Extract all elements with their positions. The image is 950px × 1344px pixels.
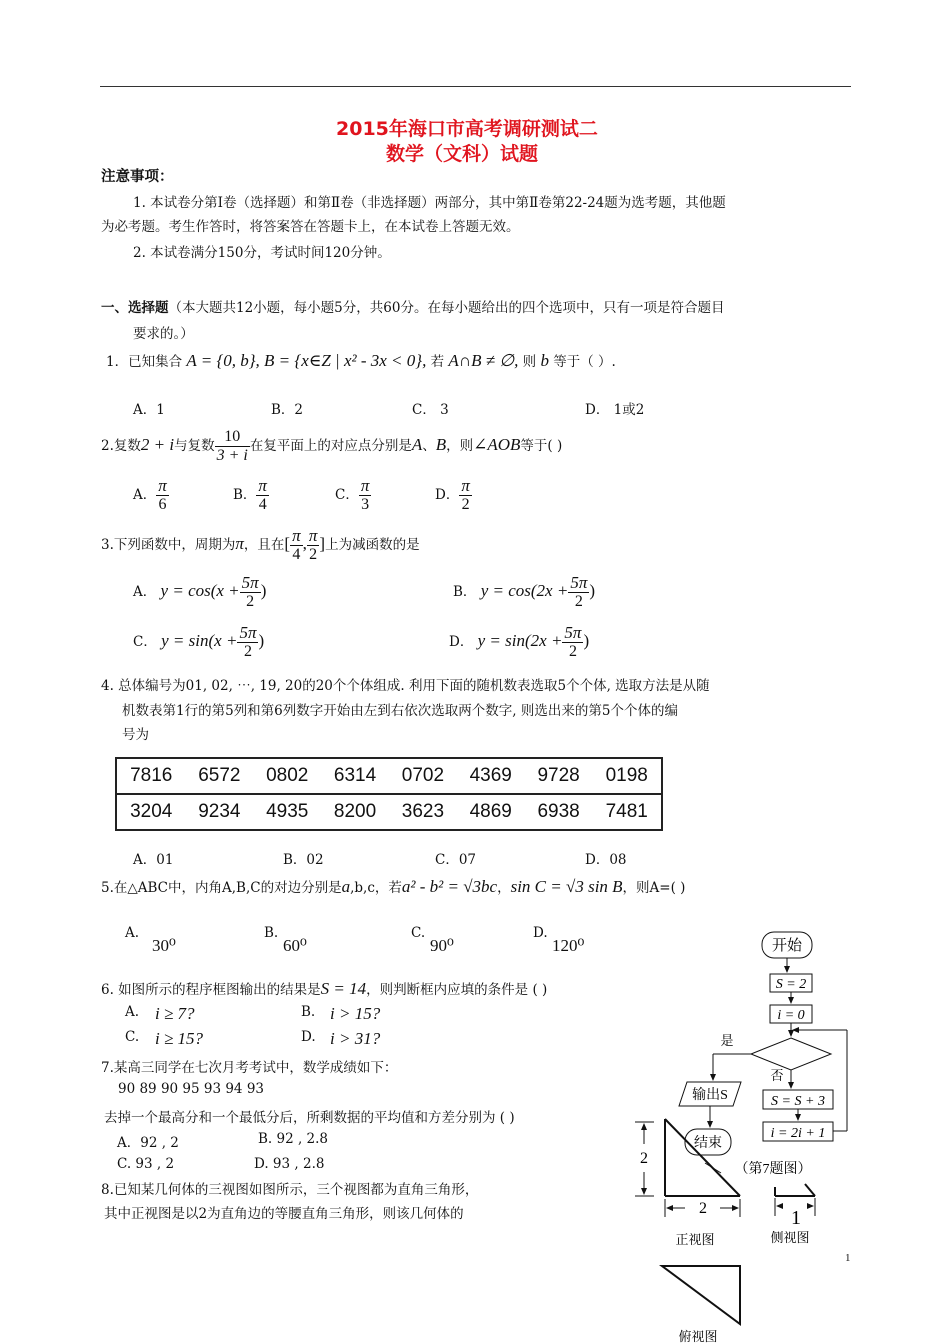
- flow-output-label: 输出S: [692, 1088, 728, 1103]
- notice-item-1-line-2: 为必考题。考生作答时，将答案答在答题卡上，在本试卷上答题无效。: [101, 219, 520, 235]
- q2-option-a: A． $\frac{\pi}{6}$: [133, 476, 167, 513]
- q1-option-d: D． 1或2: [585, 402, 645, 418]
- q2-fraction: $\frac{10}{3 + i}$: [216, 428, 248, 464]
- table-cell: 7481: [605, 801, 648, 822]
- question-1: [106, 350, 616, 371]
- q4-option-a: A．01: [133, 852, 174, 868]
- table-cell: 6314: [321, 758, 389, 794]
- section-1-heading-line: [101, 296, 724, 316]
- q1-prefix: 1．已知集合: [106, 354, 183, 370]
- q1-mid: 若: [430, 354, 445, 370]
- q4-line-3: 号为: [122, 727, 149, 743]
- question-6: 6. 如图所示的程序框图输出的结果是S = 14，则判断框内应填的条件是 ( ): [101, 979, 548, 998]
- q5-option-d: 120⁰: [552, 936, 585, 955]
- random-number-table: [115, 757, 663, 831]
- front-view-hypotenuse: [665, 1119, 740, 1196]
- q3-option-b: B． y = cos(2x + $\frac{5\pi}{2}$ ): [453, 573, 596, 610]
- q6-option-b: i > 15?: [330, 1004, 381, 1023]
- table-cell: 7816: [116, 758, 185, 794]
- q5-option-b-label: B.: [264, 925, 279, 941]
- table-cell: 3204: [130, 801, 173, 822]
- front-width-dimension: 2: [699, 1200, 707, 1217]
- q6-option-c-label: C.: [125, 1029, 140, 1045]
- q3-option-d: D． y = sin(2x + $\frac{5\pi}{2}$ ): [449, 623, 590, 660]
- table-cell: 6938: [537, 801, 580, 822]
- front-view-caption: 正视图: [675, 1232, 715, 1247]
- q1-suffix: 等于（ ）.: [553, 354, 616, 370]
- flow-decision-diamond: [751, 1038, 831, 1070]
- q2-suffix: 等于( ): [520, 438, 563, 454]
- q1-then: 则: [522, 354, 537, 370]
- question-3: 3.下列函数中，周期为π，且在[ $\frac{\pi}{4}$ , $\frac{\pi}{2}$ ]上为减函数的是: [101, 526, 420, 563]
- side-width-dimension: 1: [791, 1207, 801, 1229]
- table-cell: 4935: [266, 801, 309, 822]
- q7-line-3: 去掉一个最高分和一个最低分后，所剩数据的平均值和方差分别为 ( ): [104, 1110, 515, 1126]
- table-cell: 0702: [389, 758, 457, 794]
- section-1-desc: （本大题共12小题，每小题5分，共60分。在每小题给出的四个选项中，只有一项是符合题目: [168, 300, 725, 316]
- q5-equation-1: a² - b² = √3bc: [401, 877, 498, 896]
- table-cell: 3623: [401, 801, 445, 822]
- q6-option-c: i ≥ 15?: [155, 1029, 204, 1048]
- q2-point-b: B: [435, 435, 447, 454]
- section-1-desc-line-2: 要求的。）: [133, 326, 194, 342]
- q6-option-a-label: A.: [125, 1004, 140, 1020]
- q4-option-c: C．07: [435, 852, 477, 868]
- notice-heading: 注意事项：: [101, 168, 174, 185]
- q2-prefix: 2.复数: [101, 438, 141, 454]
- top-view-caption: 俯视图: [678, 1329, 718, 1344]
- q2-option-c: C． $\frac{\pi}{3}$: [335, 476, 370, 513]
- q4-line-1: 4. 总体编号为01, 02, ⋯, 19, 20的20个个体组成. 利用下面的随机数表选取5个个体, 选取方法是从随: [101, 678, 710, 694]
- q7-option-a: A．92 , 2: [117, 1135, 179, 1151]
- q5-option-d-label: D.: [533, 925, 548, 941]
- q5-option-b: 60⁰: [283, 936, 307, 955]
- q6-result: S = 14: [320, 979, 367, 998]
- q5-equation-2: sin C = √3 sin B: [510, 877, 623, 896]
- q7-option-b: B. 92 , 2.8: [258, 1131, 329, 1147]
- table-cell: 8200: [333, 801, 377, 822]
- q1-condition: A∩B ≠ ∅,: [448, 351, 519, 370]
- table-cell: 4369: [457, 758, 525, 794]
- section-1-heading: 一、选择题: [101, 300, 169, 316]
- q2-z1: 2 + i: [140, 435, 175, 454]
- header-rule: [100, 86, 851, 87]
- table-cell: 6572: [185, 758, 253, 794]
- notice-item-2: 2. 本试卷满分150分，考试时间120分钟。: [133, 245, 391, 261]
- q4-option-d: D．08: [585, 852, 627, 868]
- top-view-triangle: [662, 1266, 740, 1324]
- q6-option-b-label: B.: [301, 1004, 316, 1020]
- title-line-2: 数学（文科）试题: [386, 143, 539, 165]
- side-view-caption: 侧视图: [770, 1230, 810, 1245]
- q7-option-c: C. 93 , 2: [117, 1156, 175, 1172]
- table-cell: 9234: [198, 801, 241, 822]
- q2-option-d: D． $\frac{\pi}{2}$: [435, 476, 470, 513]
- q1-option-a: A．1: [133, 402, 165, 418]
- table-row: [116, 794, 662, 830]
- q7-option-d: D. 93 , 2.8: [254, 1156, 325, 1172]
- table-row: [116, 758, 662, 794]
- q8-line-2: 其中正视图是以2为直角边的等腰直角三角形，则该几何体的: [104, 1206, 464, 1222]
- table-cell: 9728: [525, 758, 593, 794]
- q5-option-a-label: A.: [125, 925, 140, 941]
- q6-option-d-label: D.: [301, 1029, 316, 1045]
- q3-option-a: A． y = cos(x + $\frac{5\pi}{2}$ ): [133, 573, 267, 610]
- q1-option-b: B．2: [271, 402, 304, 418]
- page-number: 1: [845, 1252, 851, 1264]
- flow-update-i-label: i = 2i + 1: [770, 1126, 826, 1141]
- flow-init-s-label: S = 2: [775, 977, 807, 992]
- q1-variable: b: [540, 351, 549, 370]
- table-cell: 4869: [469, 801, 512, 822]
- q8-line-1: 8.已知某几何体的三视图如图所示，三个视图都为直角三角形，: [101, 1182, 479, 1198]
- q7-line-1: 7.某高三同学在七次月考考试中，数学成绩如下：: [101, 1060, 398, 1076]
- question-5: 5.在△ABC中，内角A,B,C的对边分别是a,b,c，若a² - b² = √3bc，sin C = √3 sin B，则A=( ): [101, 877, 686, 896]
- q6-option-a: i ≥ 7?: [155, 1004, 195, 1023]
- q2-mid2: 在复平面上的对应点分别是: [249, 438, 412, 454]
- title-line-1: 2015年海口市高考调研测试二: [336, 118, 598, 140]
- q2-angle: ∠AOB: [473, 435, 521, 454]
- q5-option-a: 30⁰: [152, 936, 176, 955]
- q4-option-b: B．02: [283, 852, 324, 868]
- q3-option-c: C． y = sin(x + $\frac{5\pi}{2}$ ): [133, 623, 265, 660]
- table-cell: 0198: [593, 758, 662, 794]
- question-2: 2.复数2 + i与复数 $\frac{10}{3 + i}$ 在复平面上的对应点分别是A、B，则∠AOB等于( ): [101, 428, 563, 464]
- flow-init-i-label: i = 0: [777, 1008, 805, 1023]
- q1-set-expression: A = {0, b}, B = {x∈Z | x² - 3x < 0},: [186, 351, 427, 370]
- q4-line-2: 机数表第1行的第5列和第6列数字开始由左到右依次选取两个数字, 则选出来的第5个个体的编: [122, 703, 678, 719]
- q2-mid1: 与复数: [174, 438, 215, 454]
- q7-scores: 90 89 90 95 93 94 93: [118, 1081, 264, 1097]
- q2-point-a: A: [411, 435, 423, 454]
- flow-update-s-label: S = S + 3: [771, 1094, 825, 1109]
- flow-caption: （第7题图）: [734, 1162, 812, 1177]
- flow-yes-label: 是: [720, 1033, 734, 1048]
- three-views-figure: [630, 1114, 830, 1344]
- q6-option-d: i > 31?: [330, 1029, 381, 1048]
- flow-no-label: 否: [770, 1068, 784, 1083]
- q2-option-b: B． $\frac{\pi}{4}$: [233, 476, 267, 513]
- notice-item-1-line-1: 1. 本试卷分第Ⅰ卷（选择题）和第Ⅱ卷（非选择题）两部分，其中第Ⅱ卷第22-24题为选考题，其他题: [133, 195, 726, 211]
- flow-end-label: 结束: [694, 1136, 722, 1151]
- q1-option-c: C． 3: [412, 402, 449, 418]
- q5-option-c-label: C.: [411, 925, 426, 941]
- height-dimension: 2: [640, 1150, 648, 1167]
- q5-option-c: 90⁰: [430, 936, 454, 955]
- flow-start-label: 开始: [771, 938, 803, 954]
- table-cell: 0802: [253, 758, 321, 794]
